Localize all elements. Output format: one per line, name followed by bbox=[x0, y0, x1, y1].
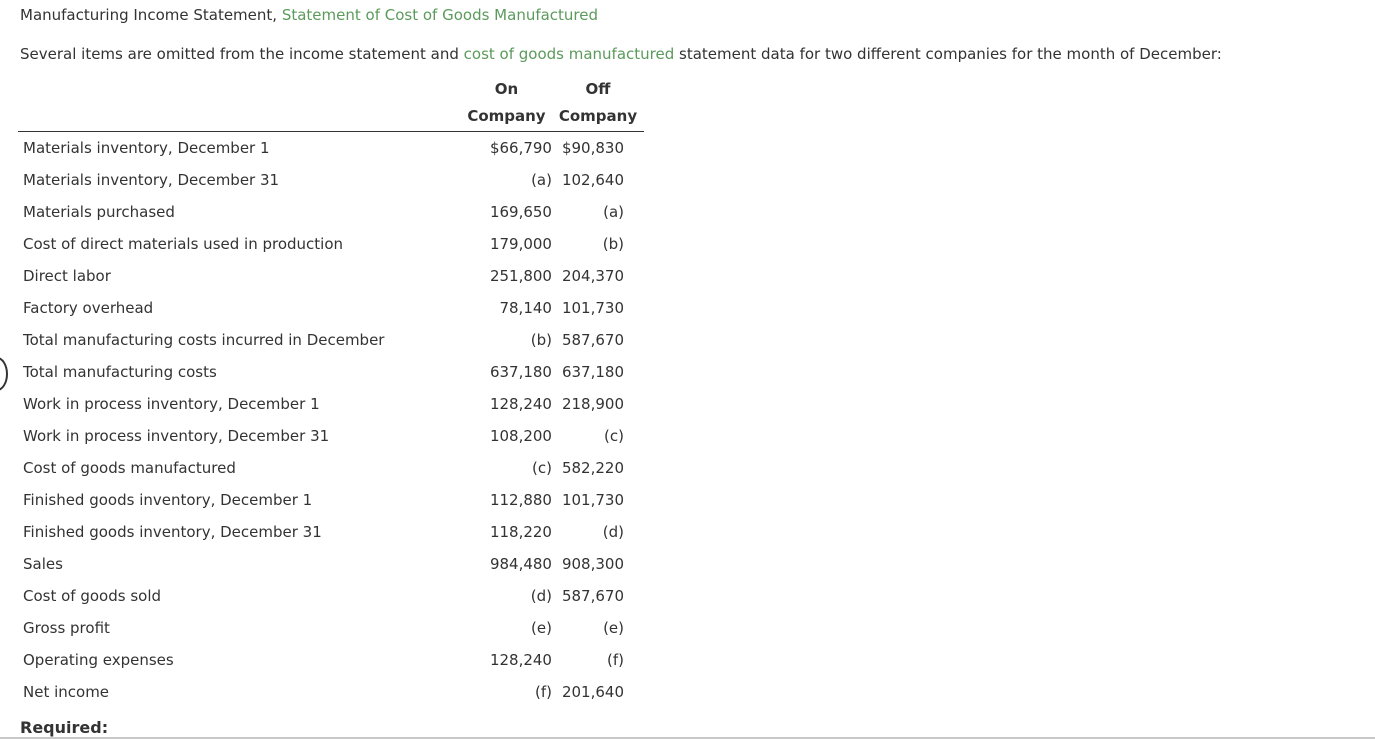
intro-before: Several items are omitted from the income statement and bbox=[20, 45, 464, 63]
off-company-value: 582,220 bbox=[561, 459, 624, 477]
on-company-value: (c) bbox=[532, 459, 552, 477]
off-company-value: 908,300 bbox=[561, 555, 624, 573]
on-company-value: 251,800 bbox=[489, 267, 552, 285]
table-row bbox=[18, 420, 644, 452]
row-label: Cost of direct materials used in production bbox=[23, 235, 344, 253]
page-title bbox=[20, 6, 598, 24]
off-company-value: (f) bbox=[607, 651, 624, 669]
statement-data-table bbox=[18, 76, 644, 708]
row-label: Work in process inventory, December 1 bbox=[23, 395, 320, 413]
on-company-value: (e) bbox=[531, 619, 552, 637]
on-company-value: 179,000 bbox=[489, 235, 552, 253]
row-label: Cost of goods manufactured bbox=[23, 459, 236, 477]
row-label: Finished goods inventory, December 31 bbox=[23, 523, 322, 541]
off-company-value: 102,640 bbox=[561, 171, 624, 189]
row-label: Direct labor bbox=[23, 267, 111, 285]
off-company-value: 201,640 bbox=[561, 683, 624, 701]
column-header-on-line2: Company bbox=[461, 103, 552, 132]
header-empty-cell bbox=[18, 103, 461, 132]
title-link[interactable]: Statement of Cost of Goods Manufactured bbox=[281, 6, 599, 24]
on-company-value: (b) bbox=[530, 331, 552, 349]
row-label: Total manufacturing costs bbox=[23, 363, 217, 381]
on-company-value: 128,240 bbox=[489, 651, 552, 669]
off-company-value: (a) bbox=[603, 203, 624, 221]
row-label: Net income bbox=[23, 683, 110, 701]
table-body bbox=[18, 132, 644, 709]
row-label: Sales bbox=[23, 555, 63, 573]
table-row bbox=[18, 452, 644, 484]
intro-text bbox=[20, 45, 1222, 63]
intro-after: statement data for two different companies for the month of December: bbox=[674, 45, 1222, 63]
on-company-value: 128,240 bbox=[489, 395, 552, 413]
row-label: Materials inventory, December 1 bbox=[23, 139, 270, 157]
off-company-value: (c) bbox=[604, 427, 624, 445]
off-company-value: 637,180 bbox=[561, 363, 624, 381]
table-row bbox=[18, 356, 644, 388]
column-header-off-line2: Company bbox=[552, 103, 644, 132]
required-heading: Required: bbox=[20, 718, 109, 737]
row-label: Cost of goods sold bbox=[23, 587, 162, 605]
on-company-value: 108,200 bbox=[489, 427, 552, 445]
off-company-value: 204,370 bbox=[561, 267, 624, 285]
header-empty-cell bbox=[18, 76, 461, 103]
off-company-value: (e) bbox=[603, 619, 624, 637]
on-company-value: (d) bbox=[530, 587, 552, 605]
off-company-value: 587,670 bbox=[561, 331, 624, 349]
on-company-value: 169,650 bbox=[489, 203, 552, 221]
table-row bbox=[18, 228, 644, 260]
on-company-value: (f) bbox=[534, 683, 552, 701]
table-row bbox=[18, 164, 644, 196]
row-label: Factory overhead bbox=[23, 299, 154, 317]
row-label: Total manufacturing costs incurred in December bbox=[23, 331, 385, 349]
on-company-value: 78,140 bbox=[499, 299, 552, 317]
title-prefix: Manufacturing Income Statement, bbox=[20, 6, 282, 24]
table-row bbox=[18, 260, 644, 292]
off-company-value: 101,730 bbox=[561, 299, 624, 317]
row-label: Operating expenses bbox=[23, 651, 174, 669]
off-company-value: 587,670 bbox=[561, 587, 624, 605]
off-company-value: $90,830 bbox=[561, 139, 624, 157]
column-header-off-line1: Off bbox=[585, 80, 611, 98]
on-company-value: 112,880 bbox=[489, 491, 552, 509]
table-row bbox=[18, 548, 644, 580]
off-company-value: (d) bbox=[602, 523, 624, 541]
table-row bbox=[18, 516, 644, 548]
table-row bbox=[18, 196, 644, 228]
on-company-value: 984,480 bbox=[489, 555, 552, 573]
off-company-value: 101,730 bbox=[561, 491, 624, 509]
on-company-value: $66,790 bbox=[489, 139, 552, 157]
row-label: Finished goods inventory, December 1 bbox=[23, 491, 313, 509]
on-company-value: 637,180 bbox=[489, 363, 552, 381]
table-row bbox=[18, 324, 644, 356]
row-label: Gross profit bbox=[23, 619, 110, 637]
table-row bbox=[18, 484, 644, 516]
off-company-value: 218,900 bbox=[561, 395, 624, 413]
table-row bbox=[18, 676, 644, 708]
on-company-value: (a) bbox=[531, 171, 552, 189]
table-row bbox=[18, 580, 644, 612]
intro-link[interactable]: cost of goods manufactured bbox=[463, 45, 675, 63]
row-label: Materials purchased bbox=[23, 203, 175, 221]
partial-circle-icon bbox=[0, 357, 8, 391]
column-header-on-line1: On bbox=[494, 80, 519, 98]
table-row bbox=[18, 612, 644, 644]
off-company-value: (b) bbox=[602, 235, 624, 253]
row-label: Materials inventory, December 31 bbox=[23, 171, 280, 189]
table-row bbox=[18, 132, 644, 165]
table-row bbox=[18, 644, 644, 676]
table-row bbox=[18, 388, 644, 420]
row-label: Work in process inventory, December 31 bbox=[23, 427, 330, 445]
table-row bbox=[18, 292, 644, 324]
on-company-value: 118,220 bbox=[489, 523, 552, 541]
